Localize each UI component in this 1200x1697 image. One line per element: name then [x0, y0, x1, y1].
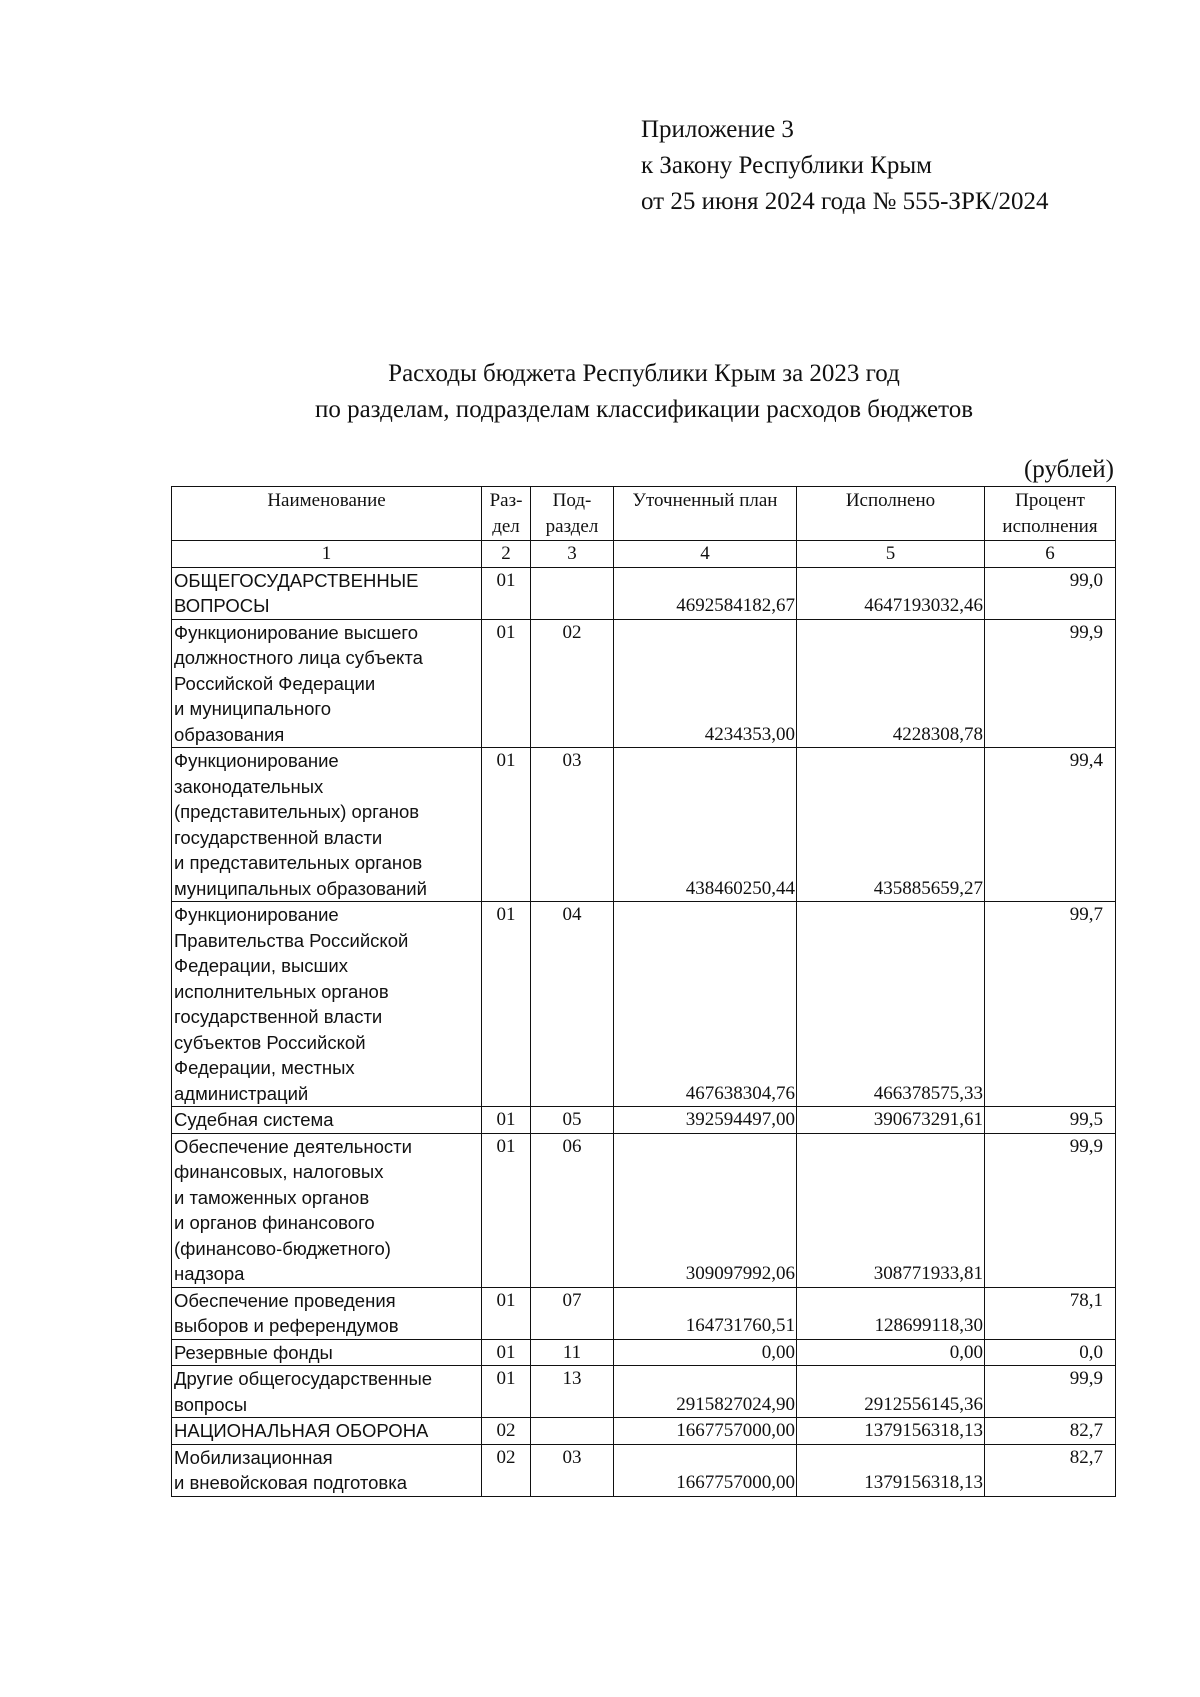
row-name-line: и представительных органов [174, 852, 423, 873]
appendix-line-1: Приложение 3 [641, 116, 794, 143]
header-podrazdel-line: Под- [552, 490, 592, 511]
row-podrazdel [531, 1418, 614, 1445]
row-done: 466378575,33 [797, 902, 985, 1107]
row-percent: 99,4 [985, 748, 1116, 902]
column-number-row [172, 541, 1116, 568]
appendix-line-3: от 25 июня 2024 года № 555-ЗРК/2024 [641, 188, 1049, 215]
table-row [172, 748, 1116, 902]
header-podrazdel-line: раздел [545, 515, 599, 537]
row-name [172, 1339, 482, 1366]
table-row [172, 1366, 1116, 1418]
table-row [172, 902, 1116, 1107]
row-percent: 99,0 [985, 567, 1116, 619]
table-header-row [172, 487, 1116, 541]
table-row [172, 1287, 1116, 1339]
row-plan: 309097992,06 [614, 1133, 797, 1287]
row-percent: 82,7 [985, 1418, 1116, 1445]
row-podrazdel: 04 [531, 902, 614, 1107]
row-name-line: и органов финансового [174, 1212, 375, 1233]
row-plan: 164731760,51 [614, 1287, 797, 1339]
row-name-line: должностного лица субъекта [174, 647, 423, 668]
table-row [172, 1444, 1116, 1496]
header-percent-line: исполнения [1002, 515, 1098, 537]
document-title [172, 356, 1116, 428]
row-name-line: Федерации, высших [174, 955, 348, 976]
column-number: 2 [482, 541, 531, 568]
title-line-2: по разделам, подразделам классификации расходов бюджетов [314, 396, 974, 423]
row-name [172, 1287, 482, 1339]
row-plan: 2915827024,90 [614, 1366, 797, 1418]
row-name-line: надзора [174, 1263, 245, 1284]
row-done: 128699118,30 [797, 1287, 985, 1339]
row-name-line: Российской Федерации [174, 672, 376, 694]
row-razdel: 01 [482, 1133, 531, 1287]
row-plan: 4692584182,67 [614, 567, 797, 619]
budget-table [171, 486, 1116, 1497]
row-done: 308771933,81 [797, 1133, 985, 1287]
column-number: 6 [985, 541, 1116, 568]
row-done: 4228308,78 [797, 619, 985, 748]
row-name-line: Функционирование [174, 904, 339, 925]
row-razdel: 02 [482, 1444, 531, 1496]
row-percent: 78,1 [985, 1287, 1116, 1339]
row-name-line: образования [174, 723, 285, 745]
row-done: 390673291,61 [797, 1107, 985, 1134]
row-plan: 0,00 [614, 1339, 797, 1366]
row-name [172, 1366, 482, 1418]
row-name-line: субъектов Российской [174, 1031, 366, 1053]
row-podrazdel [531, 567, 614, 619]
row-name-line: законодательных [174, 775, 324, 797]
row-name-line: муниципальных образований [174, 877, 427, 899]
column-number: 5 [797, 541, 985, 568]
row-name-line: и таможенных органов [174, 1186, 370, 1208]
unit-label: (рублей) [1023, 456, 1114, 483]
table-body [172, 567, 1116, 1496]
row-razdel: 01 [482, 1366, 531, 1418]
header-done [797, 487, 985, 541]
header-razdel [482, 487, 531, 541]
row-name-line: и муниципального [174, 698, 332, 719]
row-plan: 438460250,44 [614, 748, 797, 902]
row-name-line: (финансово-бюджетного) [174, 1237, 391, 1259]
row-name [172, 1107, 482, 1134]
column-number: 1 [172, 541, 482, 568]
row-name-line: Функционирование высшего [174, 621, 418, 643]
row-name [172, 1444, 482, 1496]
row-done: 1379156318,13 [797, 1444, 985, 1496]
row-name [172, 1418, 482, 1445]
row-podrazdel: 03 [531, 1444, 614, 1496]
row-name-line: Обеспечение деятельности [174, 1135, 412, 1157]
header-plan-line: Уточненный план [632, 490, 778, 511]
row-name-line: Правительства Российской [174, 929, 409, 951]
row-podrazdel: 11 [531, 1339, 614, 1366]
row-podrazdel: 03 [531, 748, 614, 902]
row-percent: 99,5 [985, 1107, 1116, 1134]
row-razdel: 01 [482, 619, 531, 748]
row-name-line: финансовых, налоговых [174, 1161, 384, 1182]
row-razdel: 01 [482, 1287, 531, 1339]
row-name-line: (представительных) органов [174, 801, 420, 822]
row-done: 1379156318,13 [797, 1418, 985, 1445]
row-name-line: Функционирование [174, 750, 339, 771]
row-name-line: НАЦИОНАЛЬНАЯ ОБОРОНА [174, 1420, 429, 1441]
row-name [172, 902, 482, 1107]
header-razdel-line: дел [492, 515, 520, 537]
row-name [172, 567, 482, 619]
row-name-line: Обеспечение проведения [174, 1289, 396, 1311]
row-percent: 0,0 [985, 1339, 1116, 1366]
row-plan: 1667757000,00 [614, 1444, 797, 1496]
column-number: 3 [531, 541, 614, 568]
row-name-line: и вневойсковая подготовка [174, 1472, 408, 1493]
header-done-line: Исполнено [845, 490, 936, 511]
table-row [172, 1418, 1116, 1445]
row-name [172, 1133, 482, 1287]
row-name-line: исполнительных органов [174, 980, 389, 1002]
table-row [172, 1133, 1116, 1287]
row-razdel: 02 [482, 1418, 531, 1445]
row-name-line: администраций [174, 1082, 309, 1104]
table-row [172, 567, 1116, 619]
row-razdel: 01 [482, 1339, 531, 1366]
row-plan: 1667757000,00 [614, 1418, 797, 1445]
row-percent: 99,9 [985, 619, 1116, 748]
table-row [172, 619, 1116, 748]
row-plan: 467638304,76 [614, 902, 797, 1107]
row-percent: 82,7 [985, 1444, 1116, 1496]
row-podrazdel: 05 [531, 1107, 614, 1134]
row-name-line: ОБЩЕГОСУДАРСТВЕННЫЕ [174, 569, 419, 591]
row-plan: 4234353,00 [614, 619, 797, 748]
row-done: 2912556145,36 [797, 1366, 985, 1418]
row-name-line: Мобилизационная [174, 1446, 333, 1468]
row-name-line: Федерации, местных [174, 1057, 355, 1078]
row-name-line: Резервные фонды [174, 1341, 333, 1363]
row-percent: 99,9 [985, 1133, 1116, 1287]
row-done: 435885659,27 [797, 748, 985, 902]
table-row [172, 1339, 1116, 1366]
header-name [172, 487, 482, 541]
row-name-line: ВОПРОСЫ [174, 595, 270, 616]
column-number: 4 [614, 541, 797, 568]
row-razdel: 01 [482, 1107, 531, 1134]
title-line-1: Расходы бюджета Республики Крым за 2023 год [388, 360, 900, 387]
row-percent: 99,7 [985, 902, 1116, 1107]
row-name [172, 748, 482, 902]
header-name-line: Наименование [267, 490, 386, 511]
row-podrazdel: 13 [531, 1366, 614, 1418]
row-name-line: государственной власти [174, 826, 383, 848]
appendix-line-2: к Закону Республики Крым [641, 152, 932, 179]
row-name-line: выборов и референдумов [174, 1315, 399, 1336]
row-name [172, 619, 482, 748]
row-name-line: Другие общегосударственные [174, 1368, 433, 1389]
row-percent: 99,9 [985, 1366, 1116, 1418]
row-podrazdel: 06 [531, 1133, 614, 1287]
table-row [172, 1107, 1116, 1134]
header-razdel-line: Раз- [489, 490, 523, 511]
row-razdel: 01 [482, 748, 531, 902]
header-plan [614, 487, 797, 541]
row-done: 4647193032,46 [797, 567, 985, 619]
row-razdel: 01 [482, 567, 531, 619]
row-name-line: вопросы [174, 1393, 248, 1415]
header-percent-line: Процент [1015, 490, 1085, 511]
header-percent [985, 487, 1116, 541]
row-name-line: Судебная система [174, 1109, 334, 1130]
appendix-block [641, 112, 1048, 220]
row-razdel: 01 [482, 902, 531, 1107]
row-podrazdel: 02 [531, 619, 614, 748]
row-name-line: государственной власти [174, 1006, 383, 1027]
row-done: 0,00 [797, 1339, 985, 1366]
row-podrazdel: 07 [531, 1287, 614, 1339]
header-podrazdel [531, 487, 614, 541]
row-plan: 392594497,00 [614, 1107, 797, 1134]
